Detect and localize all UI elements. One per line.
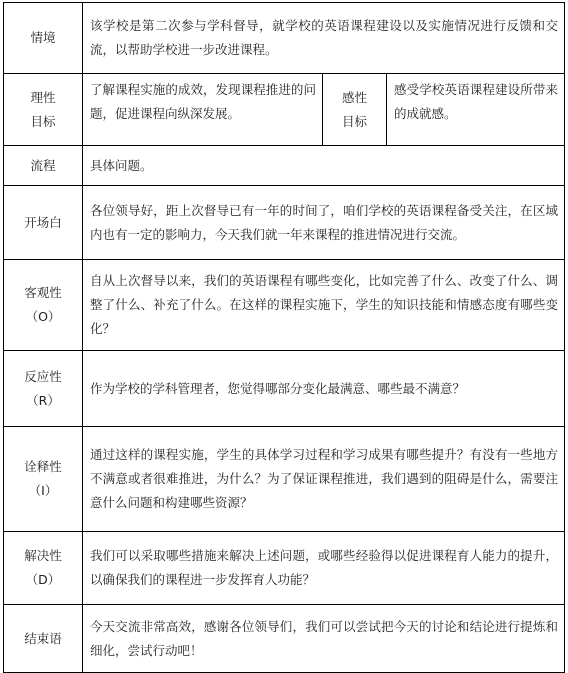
- row-situation: [4, 3, 565, 74]
- rational-goal-text: 了解课程实施的成效，发现课程推进的问题，促进课程向纵深发展。: [90, 82, 316, 121]
- decisional-label-line1: 解决性: [24, 548, 62, 563]
- interpretive-label-line1: 诠释性: [24, 459, 62, 474]
- rational-goal-label-line1: 理性: [30, 89, 56, 105]
- row-content-process: [83, 146, 565, 186]
- row-opening: [4, 186, 565, 260]
- process-label: 流程: [30, 157, 56, 173]
- decisional-text: 我们可以采取哪些措施来解决上述问题，或哪些经验得以促进课程育人能力的提升，以确保我们的课程进一步发挥育人功能？: [90, 548, 558, 587]
- row-content-interpretive: [83, 427, 565, 532]
- situation-label: 情境: [30, 30, 56, 45]
- row-content-rational-goal: [83, 74, 323, 146]
- decisional-label-line2: （D）: [25, 572, 61, 587]
- row-content-reflective: [83, 351, 565, 427]
- row-decisional: [4, 532, 565, 605]
- row-label-process: [4, 146, 83, 186]
- row-label-reflective: [4, 351, 83, 427]
- row-label-rational-goal: [4, 74, 83, 146]
- objective-text: 自从上次督导以来，我们的英语课程有哪些变化，比如完善了什么、改变了什么、调整了什么、补充了什么。在这样的课程实施下，学生的知识技能和情感态度有哪些变化？: [90, 273, 558, 336]
- emotional-goal-label-line1: 感性: [341, 89, 367, 105]
- row-content-opening: [83, 186, 565, 260]
- interpretive-text: 通过这样的课程实施，学生的具体学习过程和学习成果有哪些提升？有没有一些地方不满意或者很难推进，为什么？为了保证课程推进，我们遇到的阻碍是什么，需要注意什么问题和构建哪些资源？: [90, 447, 558, 510]
- row-content-closing: [83, 605, 565, 673]
- row-label-decisional: [4, 532, 83, 605]
- focused-conversation-table: [3, 2, 565, 673]
- reflective-label-line1: 反应性: [24, 368, 62, 384]
- row-label-emotional-goal: [323, 74, 387, 146]
- situation-text: 该学校是第二次参与学科督导，就学校的英语课程建设以及实施情况进行反馈和交流，以帮助学校进一步改进课程。: [90, 18, 558, 57]
- reflective-label-line2: （R）: [26, 392, 60, 408]
- row-content-emotional-goal: [387, 74, 565, 146]
- rational-goal-label-line2: 目标: [30, 113, 56, 129]
- row-goals: [4, 74, 565, 146]
- opening-label: 开场白: [24, 214, 62, 230]
- process-text: 具体问题。: [90, 157, 153, 173]
- row-label-opening: [4, 186, 83, 260]
- row-label-objective: [4, 260, 83, 351]
- row-reflective: [4, 351, 565, 427]
- reflective-text: 作为学校的学科管理者，您觉得哪部分变化最满意、哪些最不满意？: [90, 380, 466, 396]
- closing-label: 结束语: [24, 630, 62, 646]
- objective-label-line2: （O）: [25, 309, 61, 324]
- row-content-objective: [83, 260, 565, 351]
- objective-label-line1: 客观性: [24, 285, 62, 300]
- row-content-decisional: [83, 532, 565, 605]
- row-content-situation: [83, 3, 565, 74]
- closing-text: 今天交流非常高效，感谢各位领导们，我们可以尝试把今天的讨论和结论进行提炼和细化，尝试行动吧！: [90, 618, 558, 658]
- emotional-goal-label-line2: 目标: [341, 113, 367, 129]
- row-label-closing: [4, 605, 83, 673]
- interpretive-label-line2: （I）: [28, 483, 58, 498]
- emotional-goal-text: 感受学校英语课程建设所带来的成就感。: [394, 82, 558, 121]
- row-interpretive: [4, 427, 565, 532]
- row-objective: [4, 260, 565, 351]
- opening-text: 各位领导好，距上次督导已有一年的时间了，咱们学校的英语课程备受关注，在区域内也有一定的影响力，今天我们就一年来课程的推进情况进行交流。: [90, 202, 558, 242]
- row-label-situation: [4, 3, 83, 74]
- row-closing: [4, 605, 565, 673]
- row-label-interpretive: [4, 427, 83, 532]
- row-process: [4, 146, 565, 186]
